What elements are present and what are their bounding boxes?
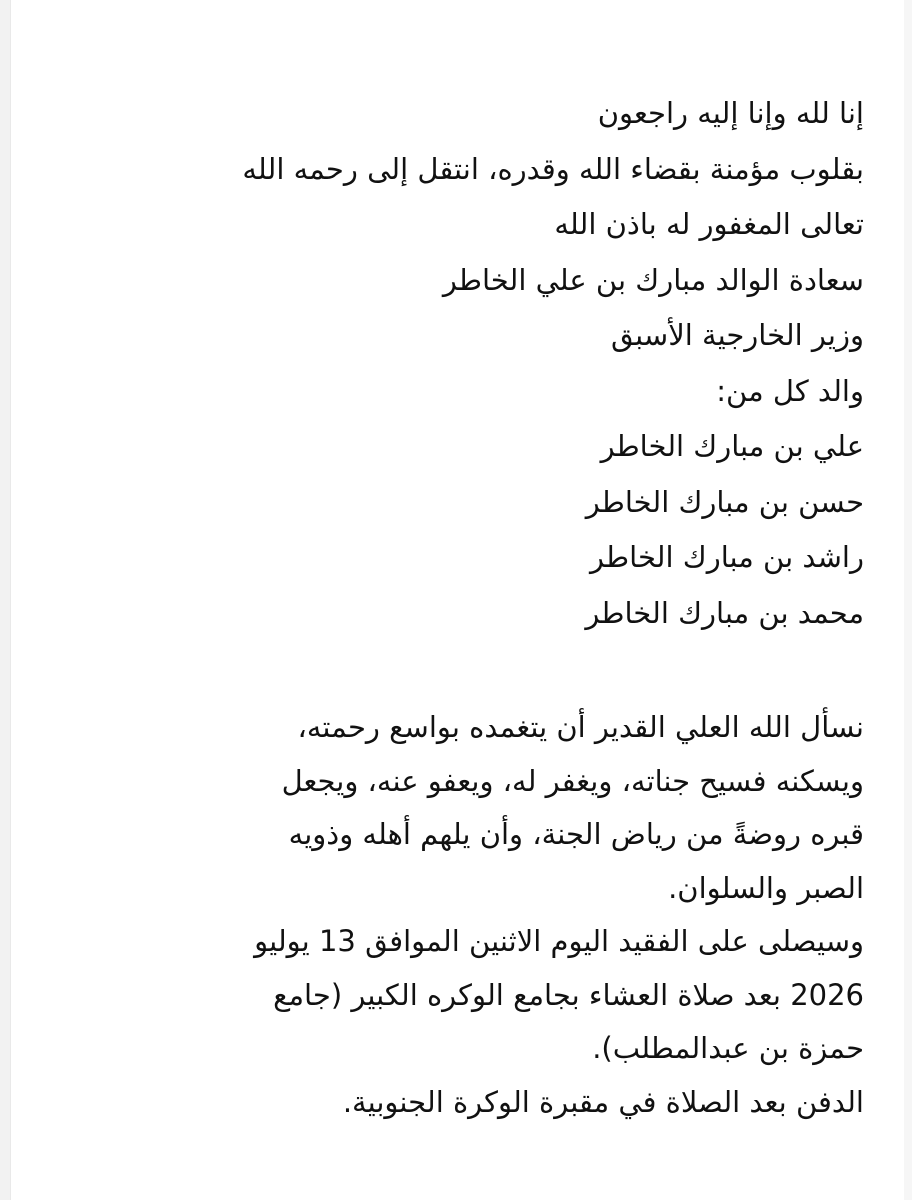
page-edge-right [904, 0, 912, 1200]
page-edge-left [0, 0, 11, 1200]
son-name: حسن بن مبارك الخاطر [585, 484, 864, 519]
son-name: راشد بن مبارك الخاطر [590, 540, 864, 574]
condolence-verse: إنا لله وإنا إليه راجعون [597, 96, 864, 130]
prayer-block [34, 701, 864, 1129]
intro-line: بقلوب مؤمنة بقضاء الله وقدره، انتقل إلى رحمه الله [242, 151, 864, 186]
funeral-line: 2026 بعد صلاة العشاء بجامع الوكره الكبير (جامع [273, 977, 864, 1012]
sons-heading: والد كل من: [716, 373, 864, 408]
prayer-line: الصبر والسلوان. [668, 870, 864, 905]
deceased-title: وزير الخارجية الأسبق [610, 318, 864, 352]
son-name: محمد بن مبارك الخاطر [585, 595, 864, 630]
funeral-line: وسيصلى على الفقيد اليوم الاثنين الموافق 13 يوليو [254, 924, 864, 958]
deceased-name: سعادة الوالد مبارك بن علي الخاطر [442, 262, 864, 297]
intro-block [34, 86, 864, 641]
intro-line: تعالى المغفور له باذن الله [554, 207, 864, 241]
burial-line: الدفن بعد الصلاة في مقبرة الوكرة الجنوبية. [342, 1084, 864, 1119]
funeral-line: حمزة بن عبدالمطلب). [592, 1031, 864, 1065]
prayer-line: نسأل الله العلي القدير أن يتغمده بواسع رحمته، [297, 710, 864, 744]
prayer-line: قبره روضةً من رياض الجنة، وأن يلهم أهله وذويه [288, 817, 864, 851]
prayer-line: ويسكنه فسيح جناته، ويغفر له، ويعفو عنه، ويجعل [281, 763, 864, 798]
son-name: علي بن مبارك الخاطر [600, 429, 864, 463]
obituary-text [34, 86, 864, 1129]
paragraph-gap [34, 641, 864, 701]
